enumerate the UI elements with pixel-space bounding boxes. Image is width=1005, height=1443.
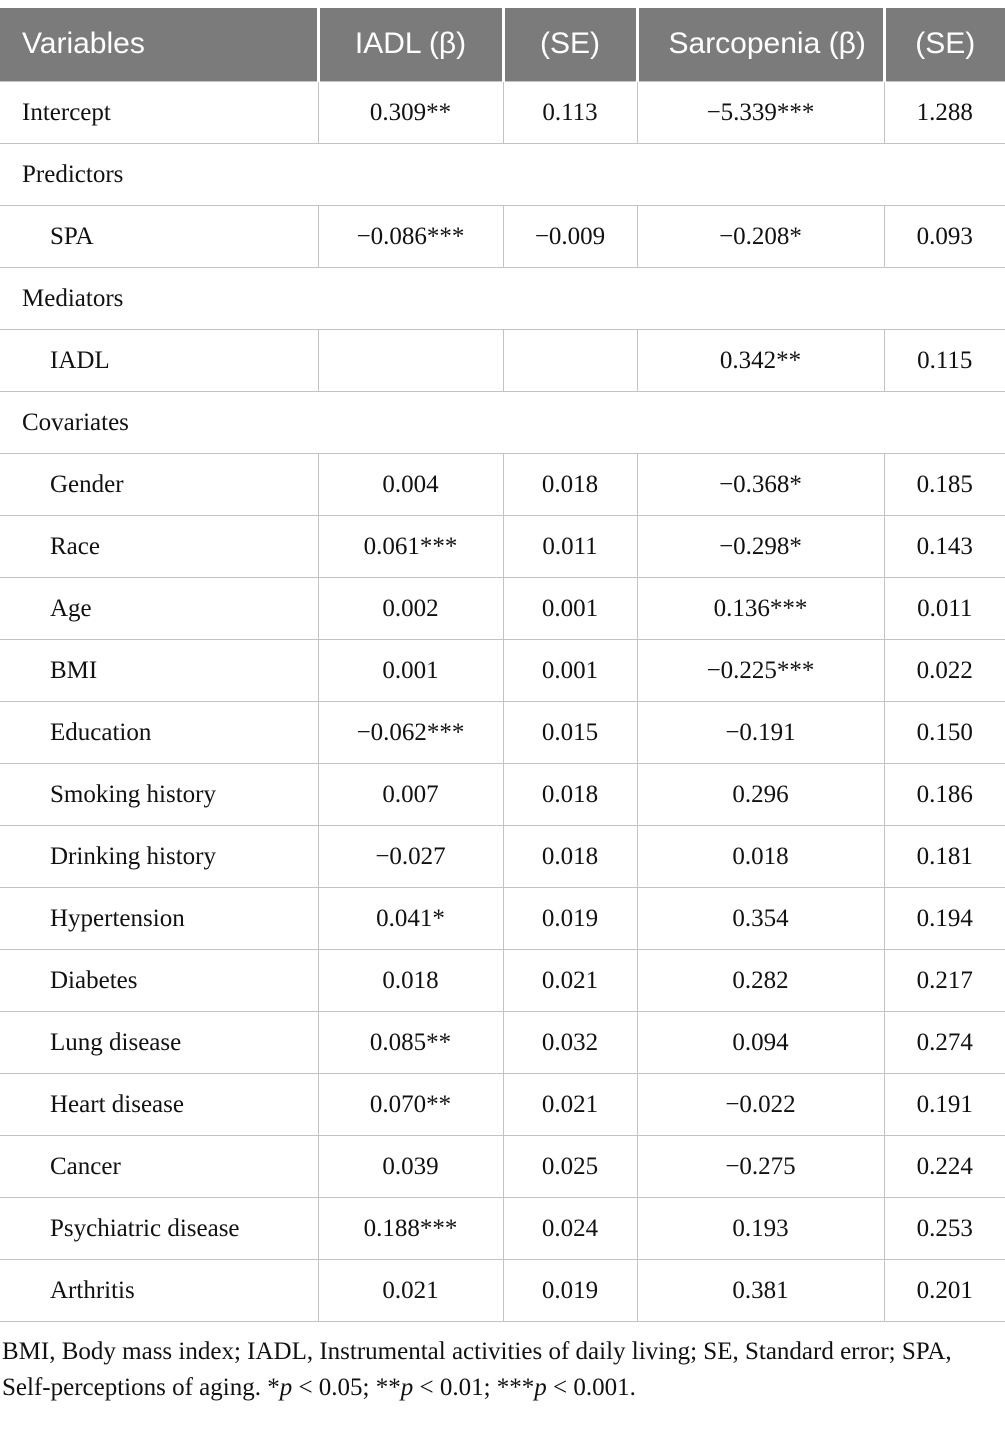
section-label: Covariates <box>0 391 1005 453</box>
table-row <box>0 329 1005 391</box>
row-label: Hypertension <box>0 887 318 949</box>
table-footnote <box>0 1322 1005 1416</box>
header-sarcopenia-se: (SE) <box>884 8 1005 81</box>
value-cell: 0.019 <box>503 887 637 949</box>
value-cell: 0.039 <box>318 1135 503 1197</box>
row-label: Cancer <box>0 1135 318 1197</box>
header-iadl-se: (SE) <box>503 8 637 81</box>
row-label: Smoking history <box>0 763 318 825</box>
row-label: Intercept <box>0 81 318 143</box>
value-cell <box>503 329 637 391</box>
section-row <box>0 267 1005 329</box>
section-label: Mediators <box>0 267 1005 329</box>
value-cell: 0.001 <box>503 577 637 639</box>
regression-table-page <box>0 8 1005 1416</box>
value-cell: 0.274 <box>884 1011 1005 1073</box>
row-label: BMI <box>0 639 318 701</box>
value-cell: 0.354 <box>637 887 884 949</box>
value-cell: −0.022 <box>637 1073 884 1135</box>
value-cell: 0.201 <box>884 1259 1005 1321</box>
row-label: Education <box>0 701 318 763</box>
value-cell: 0.021 <box>503 1073 637 1135</box>
footnote-italic-p: p <box>534 1373 547 1401</box>
row-label: SPA <box>0 205 318 267</box>
value-cell: 0.085** <box>318 1011 503 1073</box>
value-cell: 0.002 <box>318 577 503 639</box>
value-cell: −0.191 <box>637 701 884 763</box>
value-cell: 0.094 <box>637 1011 884 1073</box>
value-cell: 0.018 <box>318 949 503 1011</box>
value-cell: 0.194 <box>884 887 1005 949</box>
value-cell: −0.368* <box>637 453 884 515</box>
regression-results-table <box>0 8 1005 1322</box>
header-iadl-beta: IADL (β) <box>318 8 503 81</box>
footnote-text: < 0.01; *** <box>413 1373 535 1401</box>
footnote-text: < 0.05; ** <box>292 1373 401 1401</box>
row-label: Age <box>0 577 318 639</box>
value-cell: 0.185 <box>884 453 1005 515</box>
value-cell: 0.032 <box>503 1011 637 1073</box>
table-row <box>0 1011 1005 1073</box>
value-cell: 0.186 <box>884 763 1005 825</box>
row-label: Race <box>0 515 318 577</box>
row-label: IADL <box>0 329 318 391</box>
value-cell: 0.024 <box>503 1197 637 1259</box>
header-sarcopenia-beta: Sarcopenia (β) <box>637 8 884 81</box>
value-cell: −0.086*** <box>318 205 503 267</box>
row-label: Diabetes <box>0 949 318 1011</box>
value-cell: 0.019 <box>503 1259 637 1321</box>
value-cell: 0.021 <box>318 1259 503 1321</box>
value-cell: 0.041* <box>318 887 503 949</box>
value-cell: 1.288 <box>884 81 1005 143</box>
header-variables: Variables <box>0 8 318 81</box>
value-cell: 0.015 <box>503 701 637 763</box>
table-row <box>0 577 1005 639</box>
value-cell: 0.296 <box>637 763 884 825</box>
table-row <box>0 515 1005 577</box>
value-cell: 0.001 <box>318 639 503 701</box>
value-cell: 0.309** <box>318 81 503 143</box>
value-cell: 0.021 <box>503 949 637 1011</box>
row-label: Drinking history <box>0 825 318 887</box>
value-cell: 0.018 <box>503 453 637 515</box>
value-cell: 0.342** <box>637 329 884 391</box>
row-label: Gender <box>0 453 318 515</box>
table-row <box>0 825 1005 887</box>
table-row <box>0 701 1005 763</box>
value-cell: 0.018 <box>637 825 884 887</box>
footnote-text: < 0.001. <box>546 1373 636 1401</box>
footnote-italic-p: p <box>400 1373 414 1401</box>
table-row <box>0 205 1005 267</box>
value-cell: 0.136*** <box>637 577 884 639</box>
table-row <box>0 453 1005 515</box>
table-row <box>0 1259 1005 1321</box>
footnote-italic-p: p <box>279 1373 293 1401</box>
table-row <box>0 81 1005 143</box>
value-cell: 0.018 <box>503 825 637 887</box>
row-label: Psychiatric disease <box>0 1197 318 1259</box>
value-cell: 0.011 <box>884 577 1005 639</box>
value-cell: −0.298* <box>637 515 884 577</box>
row-label: Arthritis <box>0 1259 318 1321</box>
value-cell: 0.093 <box>884 205 1005 267</box>
value-cell: 0.018 <box>503 763 637 825</box>
table-row <box>0 949 1005 1011</box>
section-label: Predictors <box>0 143 1005 205</box>
table-row <box>0 639 1005 701</box>
value-cell: 0.191 <box>884 1073 1005 1135</box>
value-cell: −0.027 <box>318 825 503 887</box>
section-row <box>0 143 1005 205</box>
value-cell: 0.217 <box>884 949 1005 1011</box>
value-cell: 0.181 <box>884 825 1005 887</box>
value-cell: 0.001 <box>503 639 637 701</box>
value-cell: 0.193 <box>637 1197 884 1259</box>
value-cell: −0.062*** <box>318 701 503 763</box>
section-row <box>0 391 1005 453</box>
table-row <box>0 763 1005 825</box>
value-cell: 0.150 <box>884 701 1005 763</box>
value-cell: 0.113 <box>503 81 637 143</box>
value-cell: 0.224 <box>884 1135 1005 1197</box>
value-cell: 0.022 <box>884 639 1005 701</box>
value-cell: 0.007 <box>318 763 503 825</box>
value-cell: 0.381 <box>637 1259 884 1321</box>
footnote-text: BMI, Body mass index; IADL, Instrumental activities of daily living; SE, Standard error; SPA, Self-perceptions of aging. * <box>2 1337 952 1401</box>
value-cell: −5.339*** <box>637 81 884 143</box>
value-cell: 0.061*** <box>318 515 503 577</box>
table-row <box>0 1135 1005 1197</box>
value-cell: 0.143 <box>884 515 1005 577</box>
row-label: Lung disease <box>0 1011 318 1073</box>
header-row <box>0 8 1005 81</box>
table-row <box>0 1197 1005 1259</box>
value-cell: 0.188*** <box>318 1197 503 1259</box>
value-cell: 0.070** <box>318 1073 503 1135</box>
value-cell: −0.275 <box>637 1135 884 1197</box>
value-cell: −0.225*** <box>637 639 884 701</box>
value-cell <box>318 329 503 391</box>
value-cell: −0.208* <box>637 205 884 267</box>
value-cell: 0.253 <box>884 1197 1005 1259</box>
value-cell: 0.025 <box>503 1135 637 1197</box>
value-cell: 0.004 <box>318 453 503 515</box>
value-cell: 0.282 <box>637 949 884 1011</box>
table-row <box>0 1073 1005 1135</box>
value-cell: 0.115 <box>884 329 1005 391</box>
value-cell: 0.011 <box>503 515 637 577</box>
table-row <box>0 887 1005 949</box>
value-cell: −0.009 <box>503 205 637 267</box>
row-label: Heart disease <box>0 1073 318 1135</box>
